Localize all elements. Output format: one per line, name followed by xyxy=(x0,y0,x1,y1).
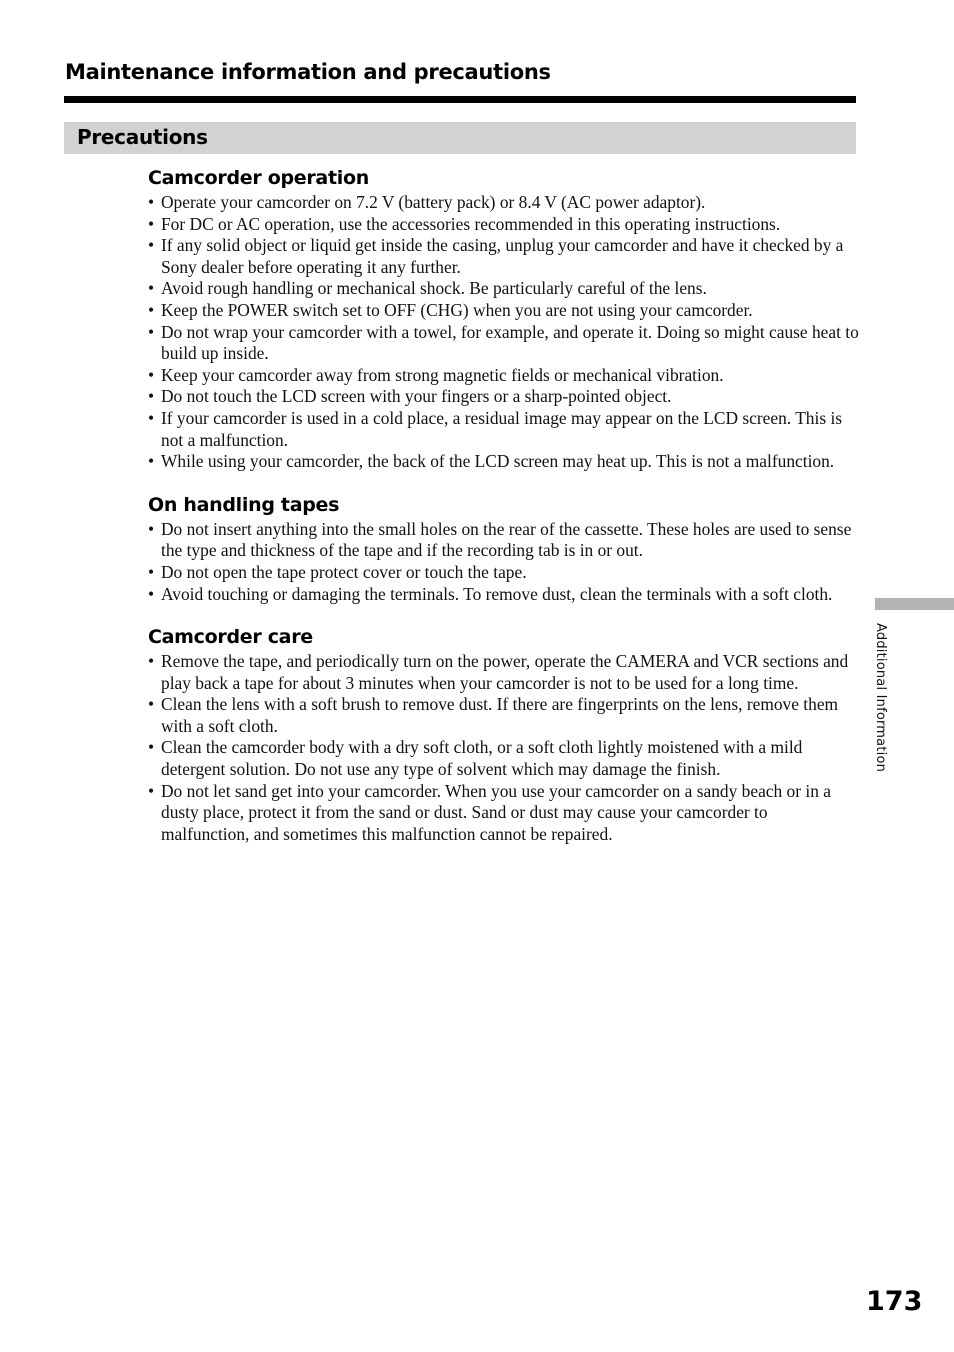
bullet-item: • If your camcorder is used in a cold place, a residual image may appear on the LCD screen. This is not a malfunction. xyxy=(148,407,843,450)
bullet-list xyxy=(148,519,860,605)
bullet-item: • Keep the POWER switch set to OFF (CHG) when you are not using your camcorder. xyxy=(148,299,753,320)
bullet-item: • Do not open the tape protect cover or touch the tape. xyxy=(148,561,527,582)
bullet-item: • For DC or AC operation, use the accessories recommended in this operating instructions. xyxy=(148,213,781,234)
bullet-item: • Remove the tape, and periodically turn on the power, operate the CAMERA and VCR sections and play back a tape for about 3 minutes when your camcorder is not to be used for a long time. xyxy=(148,651,849,693)
bullet-item: • Do not let sand get into your camcorder. When you use your camcorder on a sandy beach or in a dusty place, protect it from the sand or dust. Sand or dust may cause your camcorder to malfunction, and sometimes this malfunction cannot be repaired. xyxy=(148,780,831,844)
bullet-item: • Clean the camcorder body with a dry soft cloth, or a soft cloth lightly moistened with a mild detergent solution. Do not use any type of solvent which may damage the finish. xyxy=(148,737,803,780)
subsection-camcorder-operation xyxy=(148,165,860,473)
bullet-item: • Operate your camcorder on 7.2 V (battery pack) or 8.4 V (AC power adaptor). xyxy=(148,192,706,212)
subsection-handling-tapes xyxy=(148,492,860,605)
bullet-list xyxy=(148,651,860,845)
bullet-item: • Clean the lens with a soft brush to remove dust. If there are fingerprints on the lens, remove them with a soft cloth. xyxy=(148,694,839,736)
subsection-heading: Camcorder care xyxy=(148,626,313,649)
bullet-item: • Do not touch the LCD screen with your fingers or a sharp-pointed object. xyxy=(148,386,672,407)
header-rule xyxy=(64,96,856,103)
side-tab-label: Additional Information xyxy=(873,623,888,773)
section-band xyxy=(64,122,856,154)
bullet-item: • Avoid touching or damaging the terminals. To remove dust, clean the terminals with a soft cloth. xyxy=(148,583,833,604)
content-body xyxy=(148,165,860,864)
bullet-item: • Do not insert anything into the small holes on the rear of the cassette. These holes are used to sense the type and thickness of the tape and if the recording tab is in or out. xyxy=(148,518,852,561)
bullet-item: • Do not wrap your camcorder with a towel, for example, and operate it. Doing so might cause heat to build up inside. xyxy=(148,321,859,364)
side-tab-marker xyxy=(875,598,954,610)
section-title: Precautions xyxy=(77,125,208,149)
bullet-item: • If any solid object or liquid get inside the casing, unplug your camcorder and have it checked by a Sony dealer before operating it any further. xyxy=(148,235,844,277)
bullet-item: • Avoid rough handling or mechanical shock. Be particularly careful of the lens. xyxy=(148,278,707,299)
bullet-item: • While using your camcorder, the back of the LCD screen may heat up. This is not a malfunction. xyxy=(148,451,835,472)
bullet-list xyxy=(148,192,860,473)
bullet-item: • Keep your camcorder away from strong magnetic fields or mechanical vibration. xyxy=(148,364,724,385)
subsection-camcorder-care xyxy=(148,624,860,845)
subsection-heading: On handling tapes xyxy=(148,493,340,516)
subsection-heading: Camcorder operation xyxy=(148,167,369,189)
page-number: 173 xyxy=(866,1286,923,1317)
page-header-title: Maintenance information and precautions xyxy=(65,60,551,84)
